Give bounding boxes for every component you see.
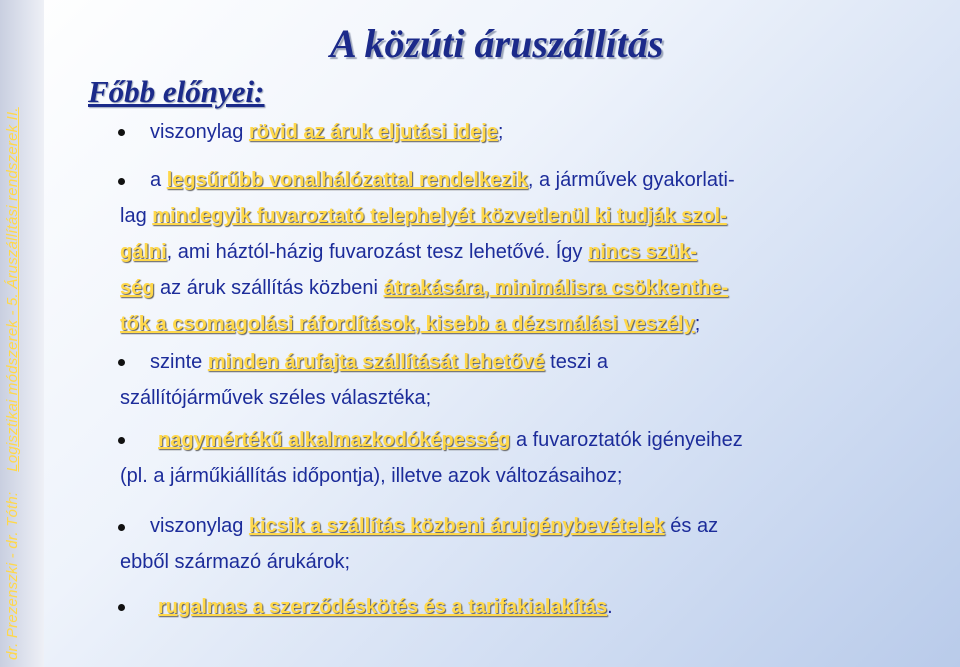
item-text: az áruk szállítás közbeni (154, 277, 384, 299)
list-item (120, 306, 880, 342)
list-item (120, 234, 880, 270)
highlighted-text: ség (120, 277, 155, 299)
list-item (120, 589, 918, 625)
item-text: . (607, 596, 613, 618)
item-text: és az (664, 515, 719, 537)
list-item (120, 380, 880, 416)
item-text: ebből származó árukárok; (120, 551, 351, 573)
list-item (120, 508, 910, 544)
highlighted-text: tők a csomagolási ráfordítások, kisebb a dézsmálási veszély (120, 313, 695, 335)
highlighted-text: nincs szük- (588, 241, 697, 263)
item-text: a fuvaroztatók igényeihez (510, 429, 743, 451)
item-text: szinte (150, 351, 208, 373)
item-text: (pl. a járműkiállítás időpontja), illetve azok változásaihoz; (120, 465, 623, 487)
list-item (120, 544, 880, 580)
highlighted-text: gálni (120, 241, 167, 263)
item-text: a (150, 169, 167, 191)
highlighted-text: nagymértékű alkalmazkodóképesség (158, 429, 511, 451)
highlighted-text: minden árufajta szállítását lehetővé (207, 351, 545, 373)
list-item (120, 162, 910, 198)
item-text: ; (497, 121, 504, 143)
list-item (120, 114, 910, 150)
item-text: , ami háztól-házig fuvarozást tesz lehetővé. Így (166, 241, 588, 263)
highlighted-text: rugalmas a szerződéskötés és a tarifakialakítás (158, 596, 608, 618)
highlighted-text: legsűrűbb vonalhálózattal rendelkezik (166, 169, 528, 191)
highlighted-text: rövid az áruk eljutási ideje (248, 121, 498, 143)
item-text: viszonylag (150, 121, 249, 143)
item-text: szállítójárművek széles választéka; (120, 387, 432, 409)
item-text: , a járművek gyakorlati- (527, 169, 735, 191)
highlighted-text: kicsik a szállítás közbeni áruigénybevételek (248, 515, 665, 537)
item-text: teszi a (544, 351, 608, 373)
sidebar-course: Logisztikai módszerek - 5. Áruszállítási rendszerek II. (4, 107, 21, 472)
sidebar-author: dr. Prezenszki - dr. Tóth: (4, 491, 21, 660)
item-text: ; (694, 313, 701, 335)
list-item (120, 458, 880, 494)
list-item (120, 198, 880, 234)
highlighted-text: átrakására, minimálisra csökkenthe- (383, 277, 729, 299)
list-item (120, 422, 918, 458)
list-item (120, 270, 880, 306)
section-subtitle: Főbb előnyei: (88, 74, 265, 109)
highlighted-text: mindegyik fuvaroztató telephelyét közvetlenül ki tudják szol- (152, 205, 727, 227)
page-title: A közúti áruszállítás (330, 21, 664, 66)
sidebar-footer-text (4, 0, 21, 660)
sidebar (0, 0, 44, 667)
item-text: viszonylag (150, 515, 249, 537)
list-item (120, 344, 910, 380)
item-text: lag (120, 205, 153, 227)
